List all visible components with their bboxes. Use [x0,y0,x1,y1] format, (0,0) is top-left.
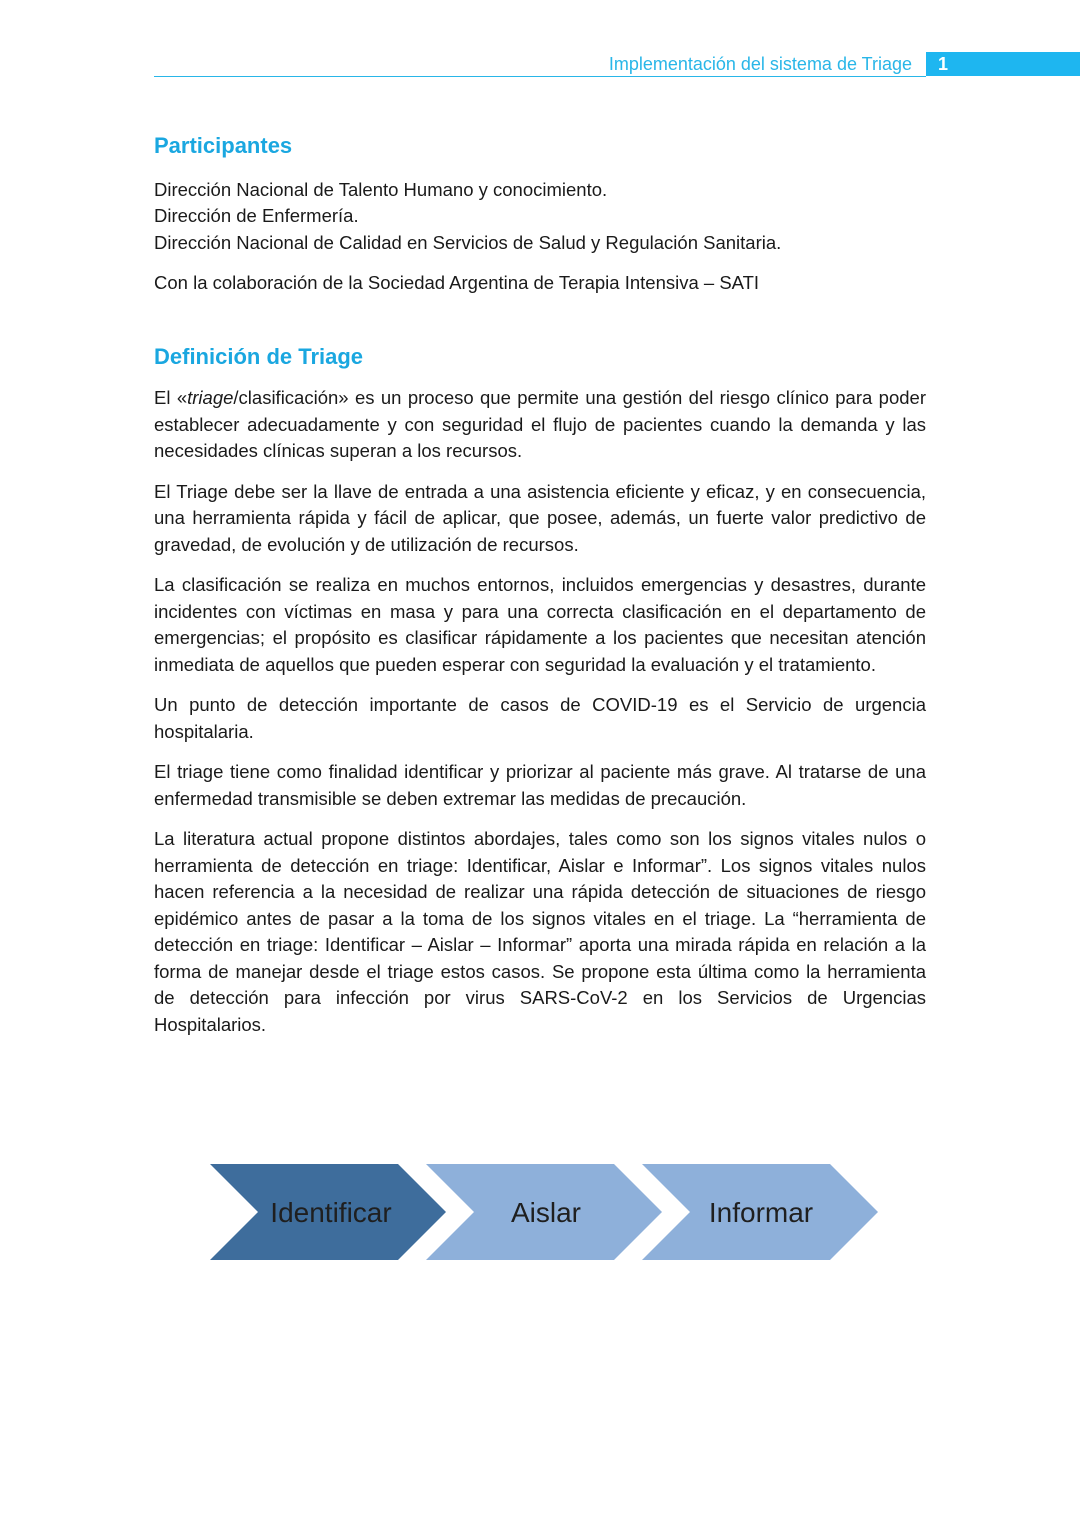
step-label-informar: Informar [708,1197,814,1228]
paragraph-3: La clasificación se realiza en muchos entornos, incluidos emergencias y desastres, durante incidentes con víctimas en masa y para una correcta clasificación en el departamento de emergencias; el propósito es clasificar rápidamente a los pacientes que necesitan atención inmediata de aquellos que pueden esperar con seguridad la evaluación y el tratamiento. [154,574,926,675]
participants-list [154,177,926,257]
participant-line: Dirección de Enfermería. [154,205,359,227]
page-number-box [926,52,1080,76]
chevron-diagram [210,1162,890,1262]
section-heading-definicion: Definición de Triage [154,343,364,369]
paragraph-2: El Triage debe ser la llave de entrada a una asistencia eficiente y eficaz, y en consecuencia, una herramienta rápida y fácil de aplicar, que posee, además, un fuerte valor predictivo de gravedad, de evolución y de utilización de recursos. [154,480,926,555]
section-heading-participantes: Participantes [154,133,293,158]
participant-line: Dirección Nacional de Calidad en Servicios de Salud y Regulación Sanitaria. [154,231,782,253]
paragraph-1 [154,385,926,465]
paragraph-1-italic: triage [187,387,234,409]
paragraph-4: Un punto de detección importante de casos de COVID-19 es el Servicio de urgencia hospitalaria. [154,694,926,742]
triage-process-diagram [210,1162,890,1262]
page-number: 1 [938,54,949,74]
paragraph-5: El triage tiene como finalidad identificar y priorizar al paciente más grave. Al tratarse de una enfermedad transmisible se deben extremar las medidas de precaución. [154,761,926,809]
paragraph-1-rest: /clasificación» es un proceso que permite una gestión del riesgo clínico para poder establecer adecuadamente y con seguridad el flujo de pacientes cuando la demanda y las necesidades clínicas superan a los recursos. [154,387,926,462]
collaboration-line: Con la colaboración de la Sociedad Argentina de Terapia Intensiva – SATI [154,272,760,294]
participant-line: Dirección Nacional de Talento Humano y conocimiento. [154,178,608,200]
header-title: Implementación del sistema de Triage [608,54,912,74]
paragraph-6: La literatura actual propone distintos abordajes, tales como son los signos vitales nulos o herramienta de detección en triage: Identificar, Aislar e Informar”. Los signos vitales nulos hacen referencia a la necesidad de realizar una rápida detección de situaciones de riesgo epidémico antes de pasar a la toma de los signos vitales en el triage. La “herramienta de detección en triage: Identificar – Aislar – Informar” aporta una mirada rápida en relación a la forma de manejar desde el triage estos casos. Se propone esta última como la herramienta de detección para infección por virus SARS-CoV-2 en los Servicios de Urgencias Hospitalarios. [154,828,926,1035]
step-label-aislar: Aislar [510,1197,582,1228]
header-rule [154,76,926,77]
paragraph-1-prefix: El « [154,387,188,409]
step-label-identificar: Identificar [270,1197,392,1228]
page-header [154,50,1080,78]
document-body [154,128,926,1038]
